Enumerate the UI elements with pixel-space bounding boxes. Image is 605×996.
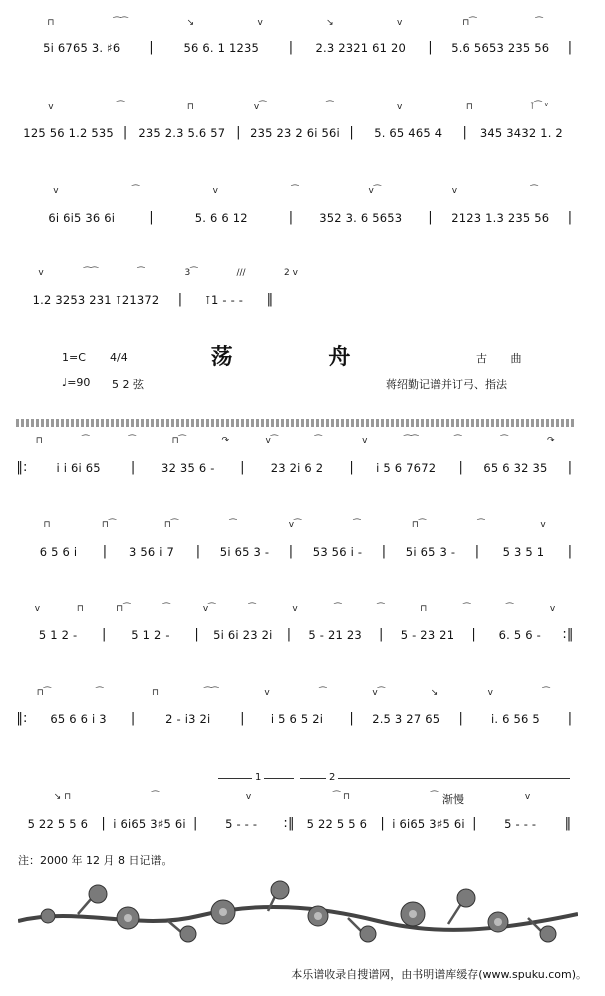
bow-mark: v [53,186,59,196]
bow-mark: ⁀ [377,604,385,614]
measure: 53 56 i - [312,545,363,559]
barline: | [102,627,107,642]
bow-mark: ⁀ [326,102,334,112]
bow-mark: v [48,102,54,112]
bow-marks-line-3 [16,186,574,200]
score-line-8 [16,711,574,726]
measure: 5i 6i 23 2i [213,628,273,642]
barline: | [240,460,245,475]
score-line-2 [16,125,574,140]
bow-mark: ⊓ [465,102,473,112]
bow-mark: ⁀ [314,436,322,446]
bow-mark: /// [236,268,246,278]
repeat-end: :‖ [562,627,574,642]
score-line-6 [16,544,574,559]
bow-mark: v [34,604,41,614]
measure: 125 56 1.2 535 [23,126,114,140]
measure: 1.2 3253 231 ⊺21372 [32,293,160,307]
bow-mark: ⊓ [151,688,159,698]
bow-mark: v⁀ [368,186,382,196]
barline: | [428,210,433,225]
measure: 6i 6i5 36 6i [48,211,116,225]
barline: | [428,40,433,55]
measure: 2123 1.3 235 56 [451,211,550,225]
barline: | [379,627,384,642]
time-signature: 4/4 [110,351,128,364]
bow-mark: v⁀ [288,520,302,530]
bow-mark: ⁀ [334,604,342,614]
bow-mark: ⁀ [151,792,160,802]
bow-mark: ⊓⁀ [36,688,52,698]
measure: 5i 65 3 - [219,545,270,559]
bow-mark: ⊓⁀ [171,436,186,446]
measure: 5 1 2 - [131,628,170,642]
barline: | [288,210,294,225]
barline: | [240,711,245,726]
bow-mark: ↘ ⊓ [53,792,72,802]
measure: 3 56 i 7 [128,545,175,559]
measure: 32 35 6 - [161,461,215,475]
measure: 5i 65 3 - [405,545,456,559]
barline: | [349,711,354,726]
bow-marks-line-8 [16,688,574,702]
bow-mark: v [540,520,546,530]
bow-mark: ⁀ [353,520,361,530]
barline: | [195,544,201,559]
barline: | [458,460,464,475]
bow-mark: ⊓ [186,102,194,112]
bow-mark: ⁀ [162,604,170,614]
bow-mark: ⊓ [76,604,84,614]
barline: | [474,544,480,559]
bow-mark: ⁀ [477,520,485,530]
measure: 65 6 6 i 3 [50,712,107,726]
bow-mark: ⁀⁀ [113,18,128,28]
bow-mark: ⊺⁀ ᵛ [529,102,549,112]
source-footer: 本乐谱收录自搜谱网，由书明谱库缓存(www.spuku.com)。 [291,968,587,981]
measure: 5.6 5653 235 56 [451,41,550,55]
bow-mark: v [396,18,403,28]
bow-mark: v [549,604,556,614]
bow-mark: ⊓⁀ [411,520,427,530]
barline: | [349,125,354,140]
barline: | [101,816,106,831]
barline: | [472,816,477,831]
bow-mark: ⁀⁀ [404,436,419,446]
barline: | [102,544,108,559]
score-line-7 [16,627,574,642]
measure: 5. 6 6 12 [194,211,248,225]
barline: | [567,40,573,55]
barline: | [286,627,292,642]
bow-mark: ⁀ [82,436,90,446]
bow-marks-line-7 [16,604,574,618]
barline: | [380,816,385,831]
measure: 5 3 5 1 [502,545,545,559]
volta-1-label: 1 [252,772,264,783]
key-signature: 1=C [62,351,86,364]
bow-mark: ⊓ [420,604,428,614]
barline: | [130,711,136,726]
bow-mark: ⁀ [505,604,514,614]
section-divider [16,419,574,427]
measure: ⊺1 - - - [204,293,244,307]
repeat-start: ‖: [16,711,28,726]
measure: 23 2i 6 2 [270,461,324,475]
measure: 2.3 2321 61 20 [315,41,407,55]
barline: | [193,816,198,831]
bow-mark: ⁀ [96,688,104,698]
bow-mark: ↘ [186,18,195,28]
bow-mark: ⊓ [35,436,43,446]
measure: i 6i65 3♯5 6i [392,817,465,831]
volta-2-label: 2 [326,772,338,783]
bow-mark: v [292,604,298,614]
barline: | [349,460,354,475]
bow-mark: ⊓ [47,18,55,28]
measure: 5i 6765 3. ♯6 [43,41,121,55]
bow-marks-line-6 [16,520,574,534]
bow-mark: v [212,186,218,196]
measure: 235 2.3 5.6 57 [138,126,226,140]
bow-mark: ⊓⁀ [163,520,179,530]
bow-marks-line-9 [16,792,574,806]
bow-mark: v [362,436,368,446]
bow-mark: v⁀ [202,604,216,614]
bow-mark: ⁀ [500,436,508,446]
barline: | [130,460,136,475]
measure: 56 6. 1 1235 [183,41,260,55]
plum-blossom-ornament [18,876,578,946]
bow-mark: ⊓⁀ [116,604,131,614]
measure: 6 5 6 i [39,545,78,559]
composer-label: 古 曲 [476,352,532,365]
bow-mark: v⁀ [372,688,385,698]
bow-mark: v [257,18,263,28]
score-line-4 [16,292,276,307]
bow-mark: ⁀ [454,436,462,446]
bow-mark: ↘ [326,18,334,28]
measure: 5 22 5 5 6 [306,817,368,831]
bow-mark: ⁀ [291,186,299,196]
barline: | [122,125,128,140]
bow-mark: v⁀ [253,102,267,112]
measure: i 5 6 7672 [376,461,437,475]
bow-mark: ⁀ [463,604,471,614]
barline: | [471,627,476,642]
bow-mark: v [245,792,252,802]
measure: 65 6 32 35 [483,461,548,475]
credit-label: 蒋绍勤记谱并订弓、指法 [386,378,507,391]
page-title: 荡 舟 [210,344,395,370]
bow-mark: ⁀ [128,436,136,446]
measure: 5 1 2 - [38,628,78,642]
measure: 2.5 3 27 65 [372,712,441,726]
bow-mark: ⁀⁀ [204,688,219,698]
barline: | [567,544,573,559]
measure: i 5 6 5 2i [270,712,324,726]
score-line-9 [16,816,574,831]
bow-mark: ⁀ [131,186,140,196]
bow-mark: ⁀ [535,18,543,28]
final-barline: ‖ [266,292,274,307]
bow-mark: ⊓⁀ [101,520,117,530]
barline: | [458,711,464,726]
bow-mark: ⁀ [430,792,439,802]
bow-mark: 2 v [284,268,298,278]
bow-marks-line-2 [16,102,574,116]
measure: 5. 65 465 4 [374,126,443,140]
barline: | [194,627,199,642]
bow-mark: ⁀ ⊓ [332,792,351,802]
measure: 345 3432 1. 2 [479,126,563,140]
measure: 5 - 23 21 [400,628,455,642]
bow-marks-line-5 [16,436,574,450]
measure: 5 - 21 23 [308,628,362,642]
measure: 6. 5 6 - [498,628,541,642]
bow-mark: ⁀ [319,688,327,698]
bow-mark: ↷ [221,436,230,446]
measure: i i 6i 65 [56,461,101,475]
score-line-3 [16,210,574,225]
score-line-1 [16,40,574,55]
score-line-5 [16,460,574,475]
bow-mark: 3⁀ [184,268,198,278]
bow-mark: ⁀ [530,186,538,196]
bow-mark: ⁀⁀ [83,268,99,278]
barline: | [236,125,241,140]
bow-mark: ⁀ [248,604,256,614]
bow-mark: v [451,186,458,196]
tuning-label: 5 2 弦 [112,378,144,391]
measure: 352 3. 6 5653 [319,211,403,225]
ritardando-marking: 渐慢 [442,793,464,806]
bow-mark: v [487,688,493,698]
repeat-start: ‖: [16,460,28,475]
measure: 5 - - - [504,817,537,831]
barline: | [288,40,294,55]
bow-mark: v [38,268,44,278]
bow-mark: v [524,792,531,802]
barline: | [462,125,468,140]
bow-mark: ⁀ [117,102,125,112]
barline: | [567,460,573,475]
measure: 5 - - - [225,817,258,831]
barline: | [149,210,154,225]
bow-mark: ⊓ [43,520,51,530]
measure: 2 - i3 2i [165,712,211,726]
barline: | [567,210,573,225]
bow-mark: ↘ [430,688,439,698]
footnote: 注：2000 年 12 月 8 日记谱。 [18,854,173,867]
bow-marks-line-4 [16,268,316,282]
measure: 5 22 5 5 6 [27,817,89,831]
barline: | [288,544,294,559]
measure: i. 6 56 5 [490,712,540,726]
final-barline: ‖ [564,816,572,831]
measure: i 6i65 3♯5 6i [113,817,186,831]
bow-mark: ⁀ [229,520,237,530]
bow-mark: ↷ [546,436,555,446]
barline: | [567,711,573,726]
bow-mark: ⁀ [137,268,145,278]
repeat-end: :‖ [283,816,295,831]
barline: | [381,544,387,559]
bow-mark: ⊓⁀ [462,18,477,28]
bow-mark: ⁀ [542,688,550,698]
tempo-marking: ♩=90 [62,376,91,389]
bow-mark: v [264,688,270,698]
barline: | [177,292,183,307]
barline: | [149,40,154,55]
bow-mark: v⁀ [265,436,279,446]
bow-mark: v [396,102,403,112]
bow-marks-line-1 [16,18,574,32]
measure: 235 23 2 6i 56i [250,126,340,140]
